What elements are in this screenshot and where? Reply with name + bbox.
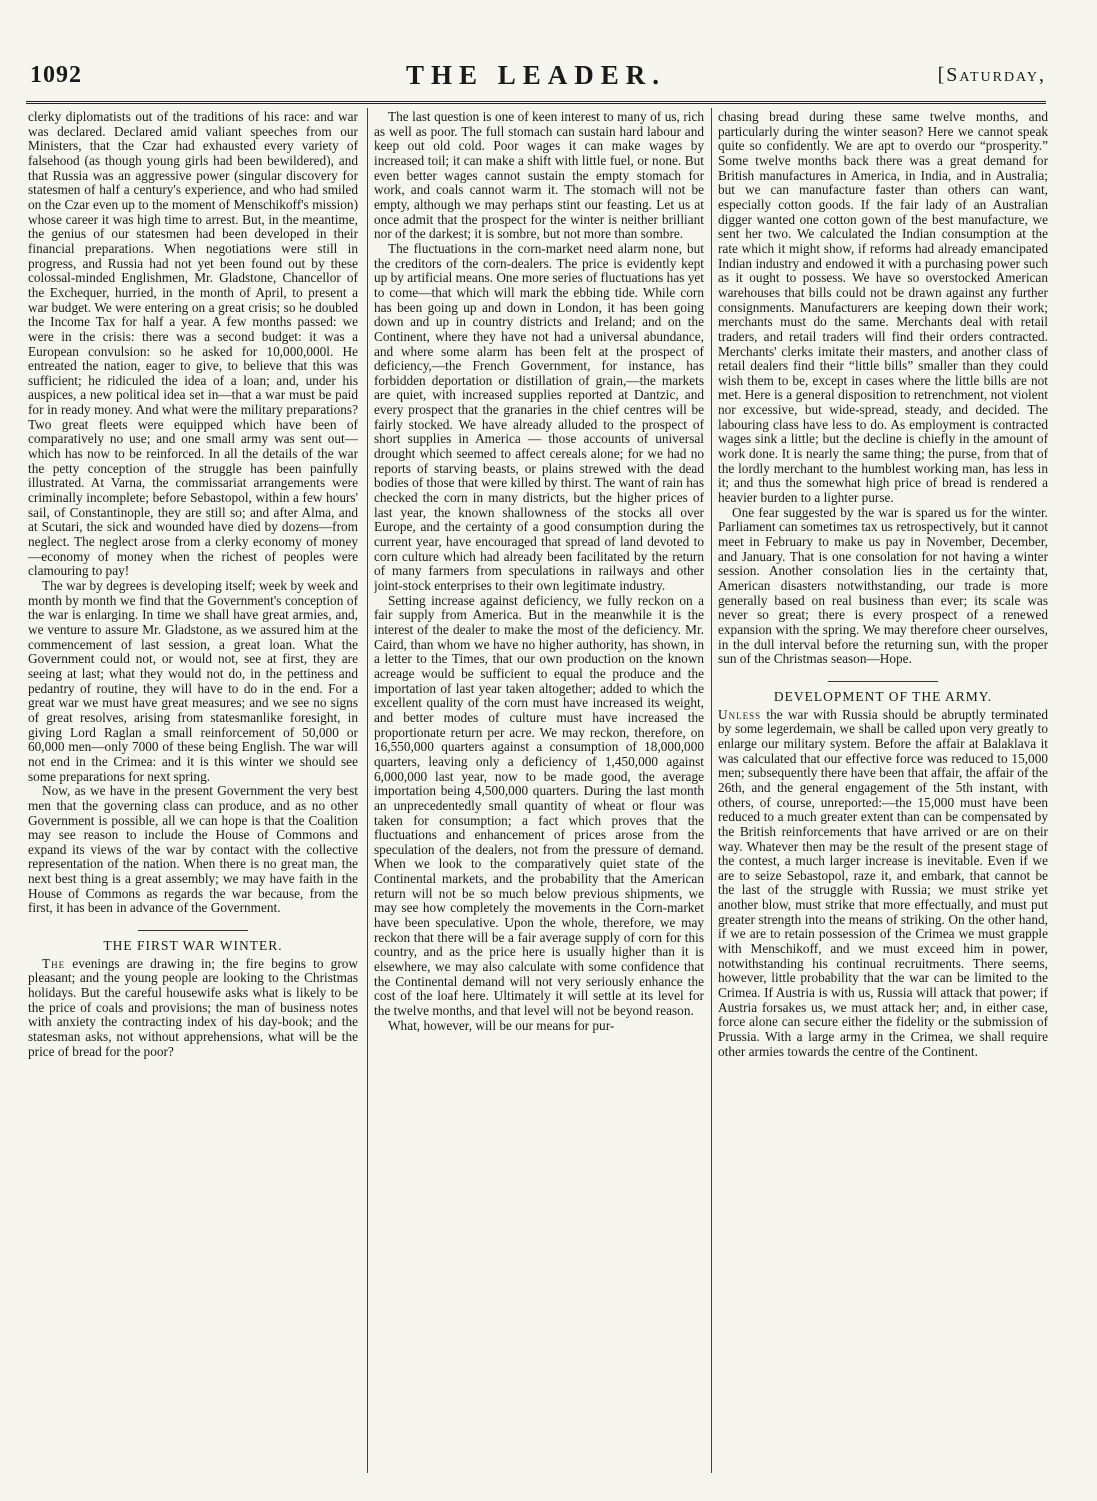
article-paragraph: Now, as we have in the present Government the very best men that the governing class can produce, and as no other Government is possible, all we can hope is that the Coalition may see reason to include the House of Commons and expand its views of the war by contact with the collective representation of the nation. When there is no great man, the next best thing is a great assembly; we may have faith in the House of Commons as regards the war because, from the first, it has been in advance of the Government.	[28, 783, 358, 916]
article-paragraph: clerky diplomatists out of the traditions of his race: and war was declared. Declared amid valiant speeches from our Ministers, that the Czar had exhausted every variety of falsehood (as though young girls had been bewildered), and that Russia was an aggressive power (singular discovery for statesmen of half a century's experience, and who had smiled on the Czar even up to the moment of Menschikoff's mission) whose career it was high time to arrest. But, in the meantime, the genius of our statesmen had been developed in their financial preparations. When negotiations were still in progress, and Russia had not yet been found out by these colossal-minded Englishmen, Mr. Gladstone, Chancellor of the Exchequer, hurried, in the month of April, to present a war budget. We were entering on a great crisis; so he doubled the Income Tax for half a year. A few months passed: we were in the crisis: there was a second budget: it was a European convulsion: so he asked for 10,000,000l. He entreated the nation, eager to give, to believe that this was sufficient; he ridiculed the idea of a loan; and, under his auspices, a new political idea set in—that a war must be paid for in ready money. And what were the military preparations? Two great fleets were equipped which have been of comparatively no use; and one small army was sent out—which has now to be reinforced. In all the details of the war the petty conception of the struggle has been painfully illustrated. At Varna, the commissariat arrangements were criminally incomplete; before Sebastopol, within a few hours' sail, of Constantinople, they are still so; and after Alma, and at Scutari, the sick and wounded have died by dozens—from neglect. The neglect arose from a clerky economy of money—economy of money when the richest of peoples were clamouring to pay!	[28, 110, 358, 579]
page-header	[26, 58, 1046, 98]
article-paragraph	[28, 957, 358, 1060]
article-heading-development-of-army: DEVELOPMENT OF THE ARMY.	[773, 688, 993, 704]
page-number: 1092	[30, 62, 82, 88]
article-heading-first-war-winter: THE FIRST WAR WINTER.	[103, 938, 283, 954]
column-rule-2	[711, 108, 712, 1473]
column-rule-1	[367, 108, 368, 1473]
article-paragraph: The fluctuations in the corn-market need alarm none, but the creditors of the corn-dealers. The price is evidently kept up by artificial means. One more series of fluctuations has yet to come—that which will mark the ebbing tide. While corn has been going up and down in London, it has been going down and up in country districts and Ireland; and on the Continent, where they have not had a universal abundance, and where some alarm has been felt at the prospect of deficiency,—the French Government, for instance, has forbidden deportation or distillation of grain,—the markets are quiet, with increased supplies reported at Dantzic, and every prospect that the granaries in the chief centres will be fairly stocked. We have already alluded to the prospect of short supplies in America — those accounts of universal drought which seemed to affect cereals alone; for we had no reports of starving beasts, or plains strewed with the dead bodies of those that were killed by thirst. The want of rain has checked the corn in many districts, but the higher prices of last year, the known shallowness of the stocks all over Europe, and the certainty of a good consumption during the current year, have encouraged that spread of land devoted to corn culture which had already been facilitated by the return of many farmers from speculations in railways and other joint-stock enterprises to their own legitimate industry.	[374, 240, 704, 593]
article-paragraph	[718, 708, 1048, 1060]
column-2	[374, 110, 704, 1480]
column-1	[28, 110, 358, 1480]
article-paragraph: chasing bread during these same twelve months, and particularly during the winter season? Here we cannot speak quite so confidently. We are apt to overdo our “prosperity.” Some twelve months back there was a great demand for British manufactures in America, in India, and in Australia; but we can manufacture faster than others can want, especially cotton goods. If the fair lady of an Australian digger wanted one cotton gown of the best manufacture, we sent her two. We calculated the Indian consumption at the rate which it might show, if reforms had already emancipated Indian industry and endowed it with a purchasing power such as it ought to possess. We have so overstocked American warehouses that bills could not be drawn against any further consignments. Manufacturers are keeping down their work; merchants must do the same. Merchants deal with retail traders, and retail traders will find their orders contracted. Merchants' clerks imitate their masters, and another class of retail dealers find their “little bills” smaller than they could wish them to be, except in cases where the little bills are not met. Here is a general disposition to retrenchment, not violent nor excessive, but wide-spread, steady, and decided. The labouring class have less to do. As employment is contracted wages sink a little; but the decline is chiefly in the amount of work done. It is nearly the same thing; the purse, from that of the lordly merchant to the humblest working man, has less in it; and thus the somewhat high price of bread is rendered a heavier burden to a lighter purse.	[718, 110, 1048, 506]
section-separator	[828, 681, 938, 682]
article-paragraph: What, however, will be our means for pur-	[388, 1017, 615, 1033]
drop-word: Unless	[718, 706, 762, 722]
section-separator	[138, 930, 248, 931]
header-day: [Saturday,	[937, 64, 1046, 86]
article-paragraph: Setting increase against deficiency, we fully reckon on a fair supply from America. But in the meanwhile it is the interest of the dealer to make the most of the deficiency. Mr. Caird, than whom we have no higher authority, has shown, in a letter to the Times, that our own production on the known acreage would be sufficient to equal the produce and the importation of last year taken altogether; added to which the excellent quality of the corn must have increased its weight, and better modes of culture must have increased the proportionate return per acre. We may reckon, therefore, on 16,550,000 quarters against a consumption of 18,000,000 quarters, leaving only a deficiency of 1,450,000 against 6,000,000 last year, now to be made good, the average importation being 4,500,000 quarters. During the last month an unprecedentedly small quantity of wheat or flour was taken for consumption; a fact which proves that the fluctuations and enhancement of prices arose from the speculation of the dealers, not from the pressure of demand. When we look to the comparatively quiet state of the Continental markets, and the probability that the American return will not be so much below previous shipments, we may see how completely the movements in the Corn-market have been speculative. Upon the whole, therefore, we may reckon that there will be a fair average supply of corn for this country, and as the price here is usually higher than it is elsewhere, we may also calculate with some confidence that the Continental demand will not very seriously enhance the cost of the loaf here. Ultimately it will settle at its level for the twelve months, and that level will not be beyond reason.	[374, 592, 704, 1019]
article-paragraph: One fear suggested by the war is spared us for the winter. Parliament can sometimes tax us retrospectively, but it cannot meet in February to make us pay in November, December, and January. That is one consolation for not having a winter session. Another consolation lies in the certainty that, American disasters notwithstanding, our trade is more generally based on real business than ever; its scale was never so great; there is every prospect of a renewed expansion with the spring. We may therefore cheer ourselves, in the dull interval before the returning sun, with the proper sun of the Christmas season—Hope.	[718, 504, 1048, 667]
masthead: THE LEADER.	[405, 60, 667, 90]
article-paragraph: The war by degrees is developing itself; week by week and month by month we find that the Government's conception of the war is enlarging. In time we shall have great armies, and, we venture to assure Mr. Gladstone, as we assured him at the commencement of last session, a great loan. What the Government could not, or would not, see at first, they are seeing at last; what they would not do, in the pettiness and pedantry of routine, they will have to do in the end. For a great war we must have great measures; and we see no signs of great resolves, arising from statesmanlike foresight, in giving Lord Raglan a small reinforcement of 50,000 or 60,000 men—only 7000 of these being English. The war will not end in the Crimea: and it is this winter we should see some preparations for next spring.	[28, 578, 358, 784]
article-paragraph: The last question is one of keen interest to many of us, rich as well as poor. The full stomach can sustain hard labour and keep out old cold. Poor wages it can make wages by increased toil; it can make a shift with little fuel, or none. But even better wages cannot sustain the empty stomach for work, and coals cannot warm it. The stomach will not be empty, although we may perhaps stint our feasting. Let us at once admit that the prospect for the winter is neither brilliant nor of the darkest; it is sombre, but not more than sombre.	[374, 110, 704, 242]
paragraph-text: the war with Russia should be abruptly terminated by some legerdemain, we shall be called upon very greatly to enlarge our military system. Before the affair at Balaklava it was calculated that our effective force was reduced to 15,000 men; subsequently there have been that affair, the affair of the 26th, and the general engagement of the 5th instant, with others, of course, unreported:—the 15,000 must have been reduced to a much greater extent than can be compensated by the British reinforcements that have arrived or are on their way. Whatever then may be the result of the present stage of the contest, a much larger increase is inevitable. Even if we are to seize Sebastopol, raze it, and embark, that cannot be the last of the struggle with Russia; we must strike yet another blow, must strike that more effectually, and must put greater strength into the means of striking. On the other hand, if we are to retain possession of the Crimea we must grapple with Menschikoff, and we must exceed him in power, notwithstanding his continual recruitments. There seems, however, little probability that the war can be limited to the Crimea. If Austria is with us, Russia will attack that power; if Austria forsakes us, we must attack her; and, in either case, force alone can secure either the fidelity or the submission of Prussia. With a large army in the Crimea, we shall require other armies towards the centre of the Continent.	[718, 706, 1048, 1059]
column-3	[718, 110, 1048, 1480]
drop-word: The	[42, 955, 66, 971]
paragraph-text: evenings are drawing in; the fire begins to grow pleasant; and the young people are looking to the Christmas holidays. But the careful housewife asks what is likely to be the price of coals and provisions; the man of business notes with anxiety the contracting index of his day-book; and the statesman asks, not without apprehensions, what will be the price of bread for the poor?	[28, 955, 358, 1059]
header-rule	[26, 101, 1046, 104]
